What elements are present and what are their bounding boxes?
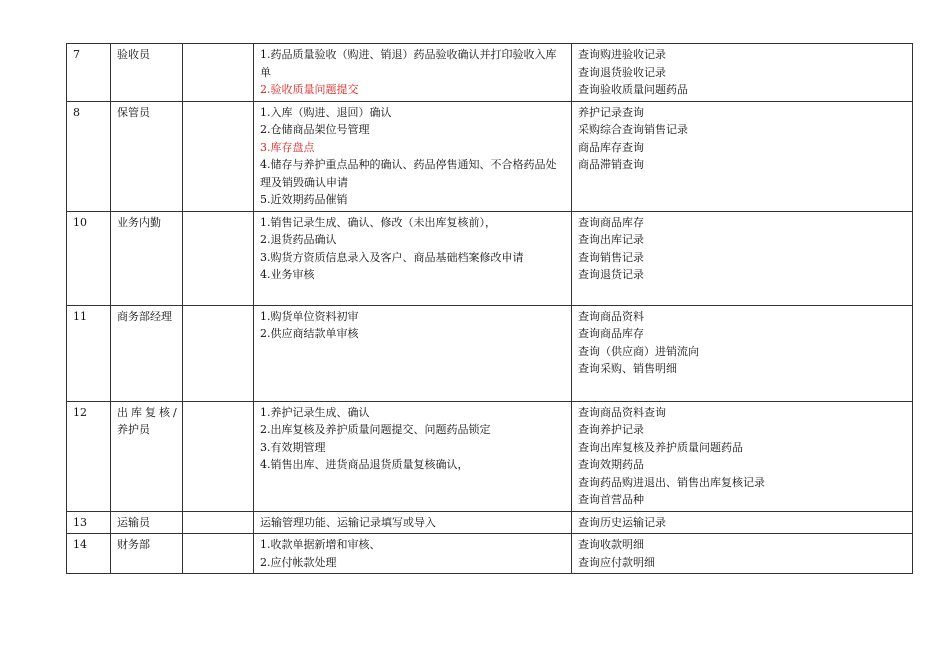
query-item: 采购综合查询销售记录 <box>578 123 688 136</box>
row-number: 11 <box>67 305 111 401</box>
function-item: 运输管理功能、运输记录填写或导入 <box>260 515 436 529</box>
queries-cell <box>572 101 913 211</box>
function-item: 1.药品质量验收（购进、销退）药品验收确认并打印验收入库单 <box>260 48 557 79</box>
query-item: 查询首营品种 <box>578 493 644 506</box>
query-item: 查询采购、销售明细 <box>578 362 677 375</box>
function-item: 1.销售记录生成、确认、修改（未出库复核前）， <box>260 215 496 229</box>
table-row <box>67 211 913 305</box>
query-item: 查询收款明细 <box>578 538 644 551</box>
query-item: 查询商品资料 <box>578 309 644 323</box>
blank-cell <box>183 101 254 211</box>
function-item: 4.销售出库、进货商品退货质量复核确认， <box>260 458 469 471</box>
role-name: 财务部 <box>111 534 183 574</box>
query-item: 查询出库记录 <box>578 233 644 246</box>
role-name-line: 养护员 <box>117 423 150 436</box>
queries-cell <box>572 534 913 574</box>
query-item: 查询药品购进退出、销售出库复核记录 <box>578 475 765 489</box>
query-item: 商品滞销查询 <box>578 158 644 171</box>
row-number: 13 <box>67 511 111 534</box>
query-item: 查询商品资料查询 <box>578 405 666 419</box>
function-item-highlight: 3.库存盘点 <box>260 140 315 154</box>
function-item-highlight: 2.验收质量问题提交 <box>260 83 359 96</box>
table-row <box>67 305 913 401</box>
queries-cell <box>572 211 913 305</box>
role-name <box>111 401 183 511</box>
query-item: 查询销售记录 <box>578 250 644 264</box>
query-item: 查询购进验收记录 <box>578 48 666 61</box>
function-item: 4.业务审核 <box>260 268 315 281</box>
row-number: 8 <box>67 101 111 211</box>
blank-cell <box>183 305 254 401</box>
functions-cell <box>254 101 572 211</box>
query-item: 查询历史运输记录 <box>578 515 666 529</box>
role-permission-table <box>66 43 913 574</box>
table-row <box>67 44 913 102</box>
table-row <box>67 401 913 511</box>
query-item: 查询退货记录 <box>578 268 644 281</box>
row-number: 10 <box>67 211 111 305</box>
table-row <box>67 511 913 534</box>
role-name: 商务部经理 <box>111 305 183 401</box>
table-row <box>67 101 913 211</box>
role-name: 运输员 <box>111 511 183 534</box>
queries-cell <box>572 305 913 401</box>
function-item: 2.应付帐款处理 <box>260 555 337 569</box>
queries-cell <box>572 401 913 511</box>
query-item: 查询（供应商）进销流向 <box>578 344 699 358</box>
query-item: 查询应付款明细 <box>578 555 655 569</box>
role-name: 业务内勤 <box>111 211 183 305</box>
query-item: 查询出库复核及养护质量问题药品 <box>578 440 743 454</box>
function-item: 3.有效期管理 <box>260 440 326 454</box>
blank-cell <box>183 211 254 305</box>
blank-cell <box>183 401 254 511</box>
functions-cell <box>254 401 572 511</box>
blank-cell <box>183 511 254 534</box>
query-item: 查询退货验收记录 <box>578 65 666 79</box>
function-item: 2.退货药品确认 <box>260 233 337 246</box>
query-item: 查询效期药品 <box>578 458 644 471</box>
functions-cell <box>254 534 572 574</box>
row-number: 14 <box>67 534 111 574</box>
role-name: 验收员 <box>111 44 183 102</box>
function-item: 5.近效期药品催销 <box>260 193 348 206</box>
functions-cell <box>254 511 572 534</box>
function-item: 4.储存与养护重点品种的确认、药品停售通知、不合格药品处理及销毁确认申请 <box>260 158 557 189</box>
query-item: 商品库存查询 <box>578 140 644 154</box>
function-item: 1.购货单位资料初审 <box>260 309 359 323</box>
function-item: 1.收款单据新增和审核、 <box>260 538 381 551</box>
function-item: 1.养护记录生成、确认 <box>260 405 370 419</box>
queries-cell <box>572 511 913 534</box>
blank-cell <box>183 534 254 574</box>
function-item: 2.出库复核及养护质量问题提交、问题药品锁定 <box>260 423 491 436</box>
queries-cell <box>572 44 913 102</box>
functions-cell <box>254 305 572 401</box>
query-item: 查询养护记录 <box>578 423 644 436</box>
query-item: 查询验收质量问题药品 <box>578 83 688 96</box>
row-number: 12 <box>67 401 111 511</box>
table-row <box>67 534 913 574</box>
functions-cell <box>254 44 572 102</box>
role-name-line: 出库复核/ <box>117 405 180 419</box>
function-item: 2.供应商结款单审核 <box>260 327 359 340</box>
function-item: 2.仓储商品架位号管理 <box>260 123 370 136</box>
query-item: 养护记录查询 <box>578 105 644 119</box>
functions-cell <box>254 211 572 305</box>
query-item: 查询商品库存 <box>578 215 644 229</box>
role-name: 保管员 <box>111 101 183 211</box>
row-number: 7 <box>67 44 111 102</box>
function-item: 3.购货方资质信息录入及客户、商品基础档案修改申请 <box>260 250 524 264</box>
function-item: 1.入库（购进、退回）确认 <box>260 105 392 119</box>
blank-cell <box>183 44 254 102</box>
query-item: 查询商品库存 <box>578 327 644 340</box>
